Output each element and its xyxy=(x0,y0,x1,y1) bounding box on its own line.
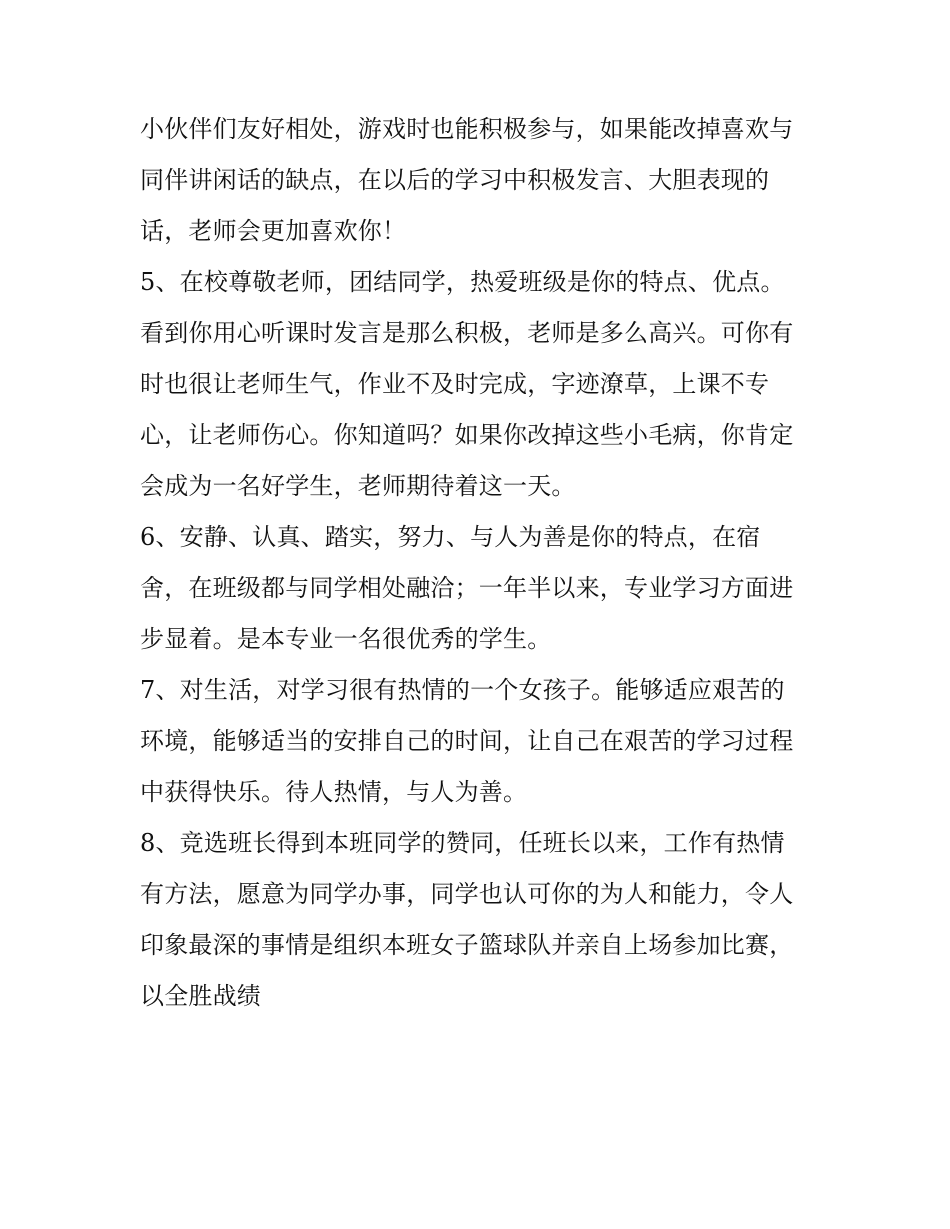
document-body xyxy=(140,104,820,1022)
text-line: 小伙伴们友好相处，游戏时也能积极参与，如果能改掉喜欢与 xyxy=(140,115,794,143)
text-line: 舍，在班级都与同学相处融洽；一年半以来，专业学习方面进 xyxy=(140,574,794,602)
text-line: 话，老师会更加喜欢你！ xyxy=(140,217,407,245)
text-line: 心，让老师伤心。你知道吗？如果你改掉这些小毛病，你肯定 xyxy=(140,421,794,449)
text-line: 印象最深的事情是组织本班女子篮球队并亲自上场参加比赛， xyxy=(140,931,794,959)
text-line: 6、安静、认真、踏实，努力、与人为善是你的特点，在宿 xyxy=(140,523,761,551)
text-line: 时也很让老师生气，作业不及时完成，字迹潦草，上课不专 xyxy=(140,370,770,398)
text-line: 看到你用心听课时发言是那么积极，老师是多么高兴。可你有 xyxy=(140,319,794,347)
text-line: 5、在校尊敬老师，团结同学，热爱班级是你的特点、优点。 xyxy=(140,268,785,296)
text-line: 以全胜战绩 xyxy=(140,982,261,1010)
text-line: 8、竞选班长得到本班同学的赞同，任班长以来，工作有热情 xyxy=(140,829,785,857)
text-line: 会成为一名好学生，老师期待着这一天。 xyxy=(140,472,576,500)
text-line: 7、对生活，对学习很有热情的一个女孩子。能够适应艰苦的 xyxy=(140,676,785,704)
text-line: 步显着。是本专业一名很优秀的学生。 xyxy=(140,625,552,653)
text-line: 有方法，愿意为同学办事，同学也认可你的为人和能力，令人 xyxy=(140,880,794,908)
text-line: 中获得快乐。待人热情，与人为善。 xyxy=(140,778,528,806)
text-line: 环境，能够适当的安排自己的时间，让自己在艰苦的学习过程 xyxy=(140,727,794,755)
text-line: 同伴讲闲话的缺点，在以后的学习中积极发言、大胆表现的 xyxy=(140,166,770,194)
